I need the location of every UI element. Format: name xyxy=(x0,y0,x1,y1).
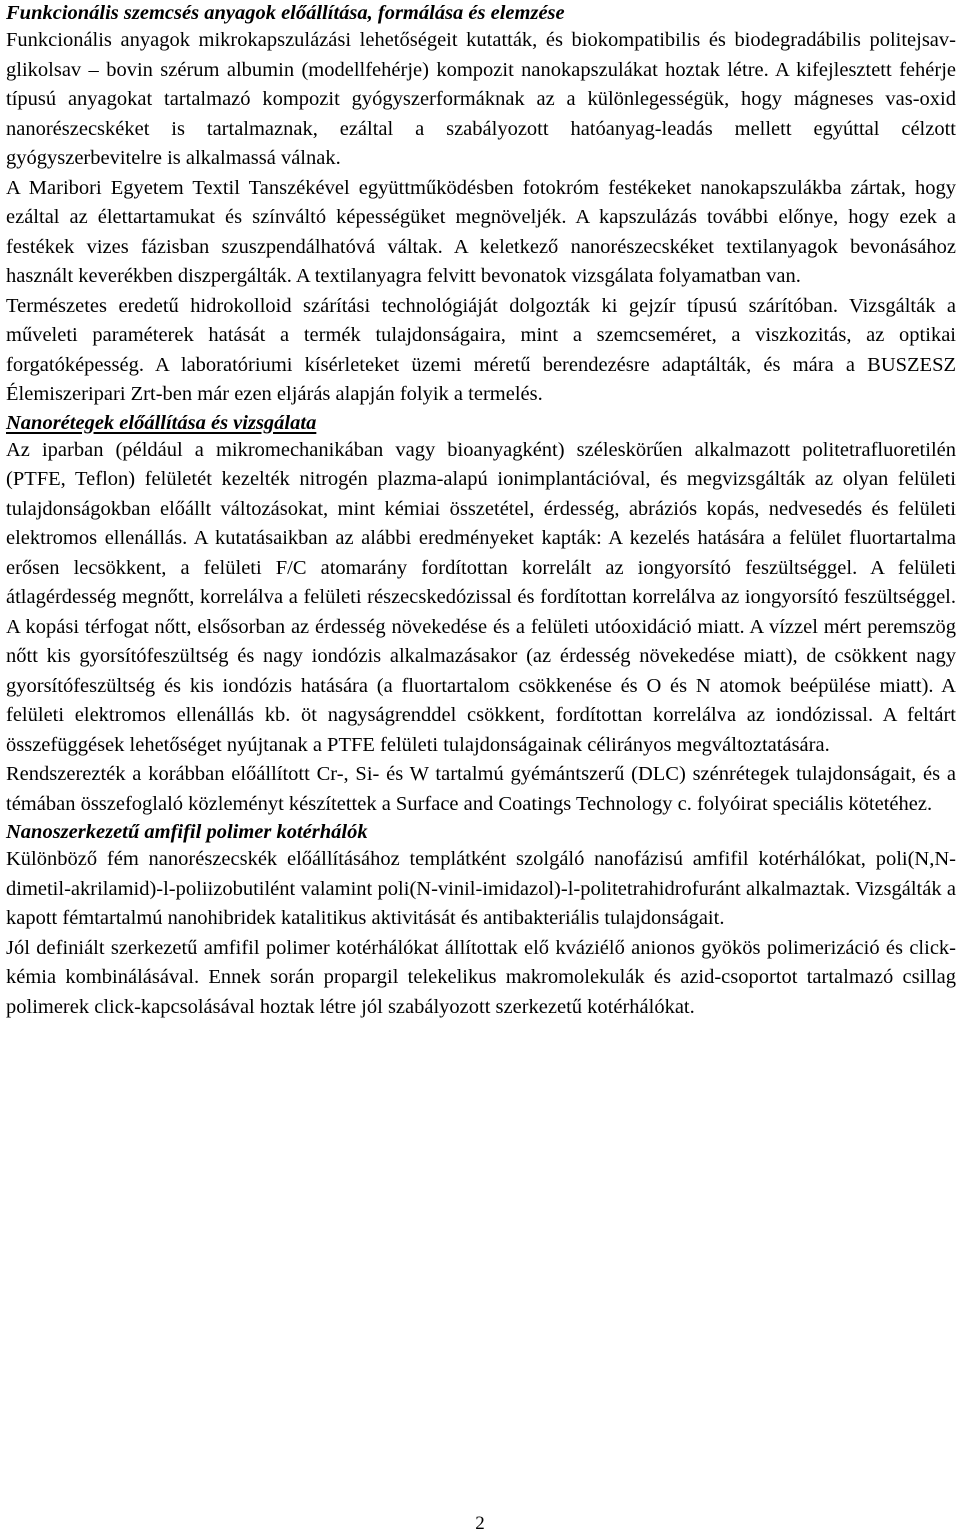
page-number: 2 xyxy=(475,1513,485,1534)
section-title-nanolayers: Nanorétegek előállítása és vizsgálata xyxy=(6,411,317,434)
section-title-functional-materials: Funkcionális szemcsés anyagok előállítása, formálása és elemzése xyxy=(6,2,565,24)
paragraph-photochromic-dyes: A Maribori Egyetem Textil Tanszékével együttműködésben fotokróm festékeket nanokapszulákba zártak, hogy ezáltal az élettartamukat és színváltó képességüket megnöveljék. A kapszulázás további előnye, hogy ezek a festékek vizes fázisban szuszpendálhatóvá váltak. A keletkező nanorészecskéket textilanyagok bevonásához használt keverékben diszpergálták. A textilanyagra felvitt bevonatok vizsgálata folyamatban van. xyxy=(6,176,956,287)
paragraph-microencapsulation: Funkcionális anyagok mikrokapszulázási lehetőségeit kutatták, és biokompatibilis és biodegradábilis politejsav-glikolsav – bovin szérum albumin (modellfehérje) kompozit nanokapszulákat hoztak létre. A kifejlesztett fehérje típusú anyagokat tartalmazó kompozit gyógyszerformáknak az a különlegességük, hogy mágneses vas-oxid nanorészecskéket is tartalmaznak, ezáltal a szabályozott hatóanyag-leadás mellett egyúttal célzott gyógyszerbevitelre is alkalmassá válnak. xyxy=(6,29,956,169)
paragraph-click-chemistry: Jól definiált szerkezetű amfifil polimer kotérhálókat állítottak elő kváziélő anionos gyökös polimerizáció és click-kémia kombinálásával. Ennek során propargil telekelikus makromolekulák és azid-csoportot tartalmazó csillag polimerek click-kapcsolásával hoztak létre jól szabályozott szerkezetű kotérhálókat. xyxy=(6,936,956,1018)
paragraph-metal-nanoparticles: Különböző fém nanorészecskék előállításához templátként szolgáló nanofázisú amfifil kotérhálókat, poli(N,N-dimetil-akrilamid)-l-poliizobutilént valamint poli(N-vinil-imidazol)-l-politetrahidrofuránt alkalmaztak. Vizsgálták a kapott fémtartalmú nanohibridek katalitikus aktivitását és antibakteriális tulajdonságait. xyxy=(6,848,956,929)
section-title-amphiphilic-conetworks: Nanoszerkezetű amfifil polimer kotérhálók xyxy=(6,821,368,843)
paragraph-dlc-coatings: Rendszerezték a korábban előállított Cr-, Si- és W tartalmú gyémántszerű (DLC) szénrétegek tulajdonságait, és a témában összefoglaló közleményt készítettek a Surface and Coatings Technology c. folyóirat speciális kötetéhez. xyxy=(6,763,956,815)
document-page xyxy=(6,0,956,1022)
paragraph-hydrocolloid-drying: Természetes eredetű hidrokolloid szárítási technológiáját dolgozták ki gejzír típusú szárítóban. Vizsgálták a műveleti paraméterek hatását a termék tulajdonságaira, mint a szemcseméret, a viszkozitás, az optikai forgatóképesség. A laboratóriumi kísérleteket üzemi méretű berendezésre adaptálták, és mára a BUSZESZ Élemiszeripari Zrt-ben már ezen eljárás alapján folyik a termelés. xyxy=(6,294,956,405)
paragraph-ptfe-implantation: Az iparban (például a mikromechanikában vagy bioanyagként) széleskörűen alkalmazott politetrafluoretilén (PTFE, Teflon) felületét kezelték nitrogén plazma-alapú ionimplantációval, és megvizsgálták az olyan felületi tulajdonságokban előállt változásokat, mint kémiai összetétel, érdesség, abráziós kopás, nedvesedés és felületi elektromos ellenállás. A kutatásaikban az alábbi eredményeket kapták: A kezelés hatására a felület fluortartalma erősen lecsökkent, a felületi F/C atomarány fordítottan korrelált az iongyorsító feszültséggel. A felületi átlagérdesség megnőtt, korrelálva a felületi részecskedózissal és fordítottan korrelálva az iongyorsító feszültséggel. A kopási térfogat nőtt, elsősorban az érdesség növekedése és a felületi utóoxidáció miatt. A vízzel mért peremszög nőtt kis gyorsítófeszültség és nagy iondózis alkalmazásakor (az érdesség növekedése miatt), de csökkent nagy gyorsítófeszültség és kis iondózis hatására (a fluortartalom csökkenése és O és N atomok beépülése miatt). A felületi elektromos ellenállás kb. öt nagyságrenddel csökkent, fordítottan korrelálva az iondózissal. A feltárt összefüggések lehetőséget nyújtanak a PTFE felületi tulajdonságainak célirányos megváltoztatására. xyxy=(6,438,956,756)
